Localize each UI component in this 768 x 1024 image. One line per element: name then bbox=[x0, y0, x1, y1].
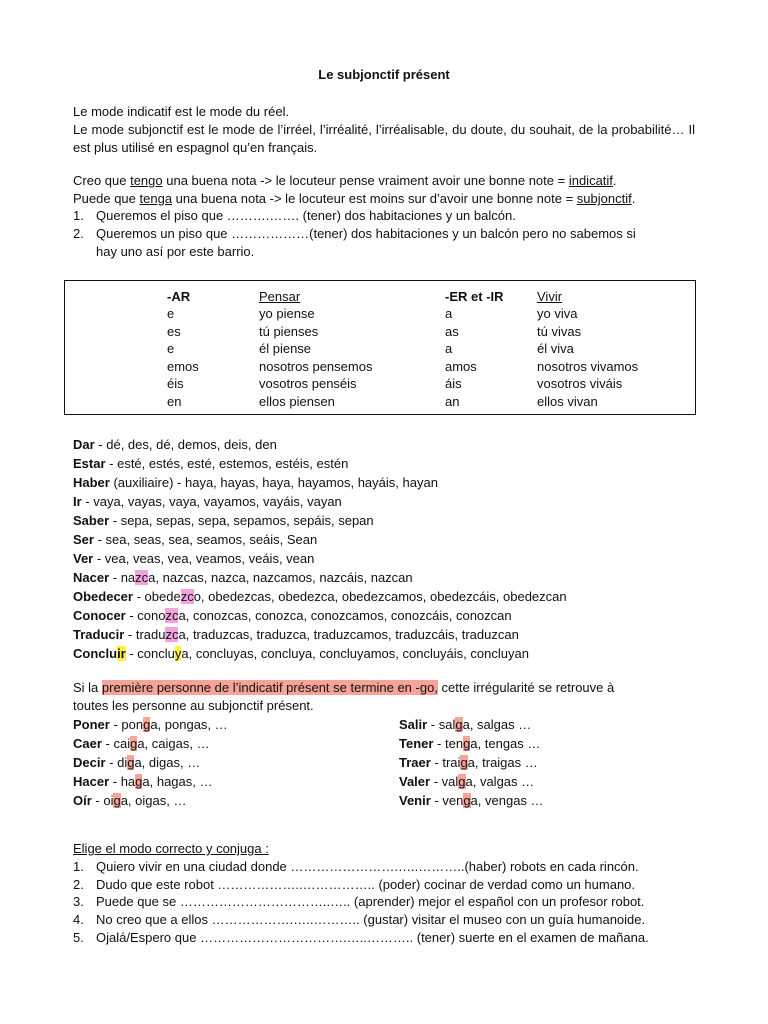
page-title: Le subjonctif présent bbox=[318, 67, 450, 82]
irregular-ir: Ir - vaya, vayas, vaya, vayamos, vayáis, vayan bbox=[73, 494, 342, 509]
highlight-zc: zc bbox=[135, 570, 149, 585]
irregular-concluir: Concluir - concluya, concluyas, concluya, concluyamos, concluyáis, concluyan bbox=[73, 646, 529, 661]
irregular-ver: Ver - vea, veas, vea, veamos, veáis, vean bbox=[73, 551, 315, 566]
go-verb-salir: Salir - salga, salgas … bbox=[399, 717, 532, 732]
verb-tenga: tenga bbox=[139, 191, 173, 206]
mode-subjonctif: subjonctif bbox=[576, 191, 632, 206]
exercise-a-item-2: 2. Queremos un piso que ………………(tener) dos habitaciones y un balcón pero no sabemos si bbox=[73, 226, 636, 241]
verb-tengo: tengo bbox=[130, 173, 163, 188]
exercise-b-heading: Elige el modo correcto y conjuga : bbox=[73, 841, 269, 856]
highlight-zc: zc bbox=[165, 608, 179, 623]
go-verb-venir: Venir - venga, vengas … bbox=[399, 793, 544, 808]
go-verb-hacer: Hacer - haga, hagas, … bbox=[73, 774, 213, 789]
exercise-a-item-1: 1. Queremos el piso que ……….……. (tener) dos habitaciones y un balcón. bbox=[73, 208, 516, 223]
go-rule-line-1: Si la première personne de l’indicatif présent se termine en -go, cette irrégularité se retrouve à bbox=[73, 680, 615, 695]
exercise-b-item-4: 4. No creo que a ellos ……………….…..……….. (gustar) visitar el museo con un guía humanoide. bbox=[73, 912, 646, 927]
ar-header: -AR bbox=[167, 289, 191, 304]
irregular-ser: Ser - sea, seas, sea, seamos, seáis, Sean bbox=[73, 532, 318, 547]
ar-endings: e es e emos éis en bbox=[167, 306, 199, 409]
go-verb-decir: Decir - diga, digas, … bbox=[73, 755, 201, 770]
er-forms: yo viva tú vivas él viva nosotros vivamos vosotros viváis ellos vivan bbox=[537, 306, 639, 409]
irregular-conocer: Conocer - conozca, conozcas, conozca, conozcamos, conozcáis, conozcan bbox=[73, 608, 512, 623]
irregular-haber: Haber (auxiliaire) - haya, hayas, haya, hayamos, hayáis, hayan bbox=[73, 475, 438, 490]
er-header: -ER et -IR bbox=[445, 289, 504, 304]
go-rule-highlight: première personne de l’indicatif présent se termine en -go, bbox=[101, 680, 438, 695]
highlight-ir: ir bbox=[117, 646, 126, 661]
conjugation-table bbox=[64, 280, 696, 415]
go-verbs-right bbox=[399, 715, 544, 810]
highlight-zc: zc bbox=[165, 627, 179, 642]
go-verb-valer: Valer - valga, valgas … bbox=[399, 774, 535, 789]
irregular-nacer: Nacer - nazca, nazcas, nazca, nazcamos, nazcáis, nazcan bbox=[73, 570, 413, 585]
go-verb-traer: Traer - traiga, traigas … bbox=[399, 755, 538, 770]
mode-indicatif: indicatif bbox=[568, 173, 613, 188]
go-verb-caer: Caer - caiga, caigas, … bbox=[73, 736, 210, 751]
ar-model-verb: Pensar bbox=[259, 289, 301, 304]
ar-forms: yo piense tú pienses él piense nosotros pensemos vosotros penséis ellos piensen bbox=[259, 306, 373, 409]
intro-line-2: Le mode subjonctif est le mode de l’irréel, l’irréalité, l’irréalisable, du doute, du souhait, de la probabilité… Il est plus utilisé en espagnol qu’en français. bbox=[73, 122, 695, 155]
go-verb-poner: Poner - ponga, pongas, … bbox=[73, 717, 228, 732]
irregular-estar: Estar - esté, estés, esté, estemos, estéis, estén bbox=[73, 456, 349, 471]
exercise-b-item-5: 5. Ojalá/Espero que …………………………….…..……….. (tener) suerte en el examen de mañana. bbox=[73, 930, 649, 945]
irregular-dar: Dar - dé, des, dé, demos, deis, den bbox=[73, 437, 277, 452]
er-model-verb: Vivir bbox=[537, 289, 563, 304]
highlight-y: y bbox=[174, 646, 182, 661]
go-verbs-left bbox=[73, 715, 228, 810]
go-rule-line-2: toutes les personne au subjonctif présent. bbox=[73, 698, 314, 713]
exercise-b-item-1: 1. Quiero vivir en una ciudad donde …………………….…..………..(haber) robots en cada rincón. bbox=[73, 859, 639, 874]
er-endings: a as a amos áis an bbox=[445, 306, 477, 409]
go-verb-tener: Tener - tenga, tengas … bbox=[399, 736, 541, 751]
exercise-a-item-2-cont: hay uno así por este barrio. bbox=[96, 244, 255, 259]
irregular-obedecer: Obedecer - obedezco, obedezcas, obedezca, obedezcamos, obedezcáis, obedezcan bbox=[73, 589, 567, 604]
example-subjonctif: Puede que tenga una buena nota -> le locuteur est moins sur d’avoir une bonne note = subjonctif. bbox=[73, 191, 636, 206]
irregular-saber: Saber - sepa, sepas, sepa, sepamos, sepáis, sepan bbox=[73, 513, 374, 528]
highlight-zc: zc bbox=[180, 589, 194, 604]
exercise-b-item-2: 2. Dudo que este robot ………………..…………….. (poder) cocinar de verdad como un humano. bbox=[73, 877, 636, 892]
intro-line-1: Le mode indicatif est le mode du réel. bbox=[73, 104, 290, 119]
irregular-traducir: Traducir - traduzca, traduzcas, traduzca, traduzcamos, traduzcáis, traduzcan bbox=[73, 627, 519, 642]
example-indicatif: Creo que tengo una buena nota -> le locuteur pense vraiment avoir une bonne note = indicatif. bbox=[73, 173, 617, 188]
exercise-b-item-3: 3. Puede que se ……………………………..….. (aprender) mejor el español con un profesor robot. bbox=[73, 894, 645, 909]
go-verb-oir: Oír - oiga, oigas, … bbox=[73, 793, 187, 808]
